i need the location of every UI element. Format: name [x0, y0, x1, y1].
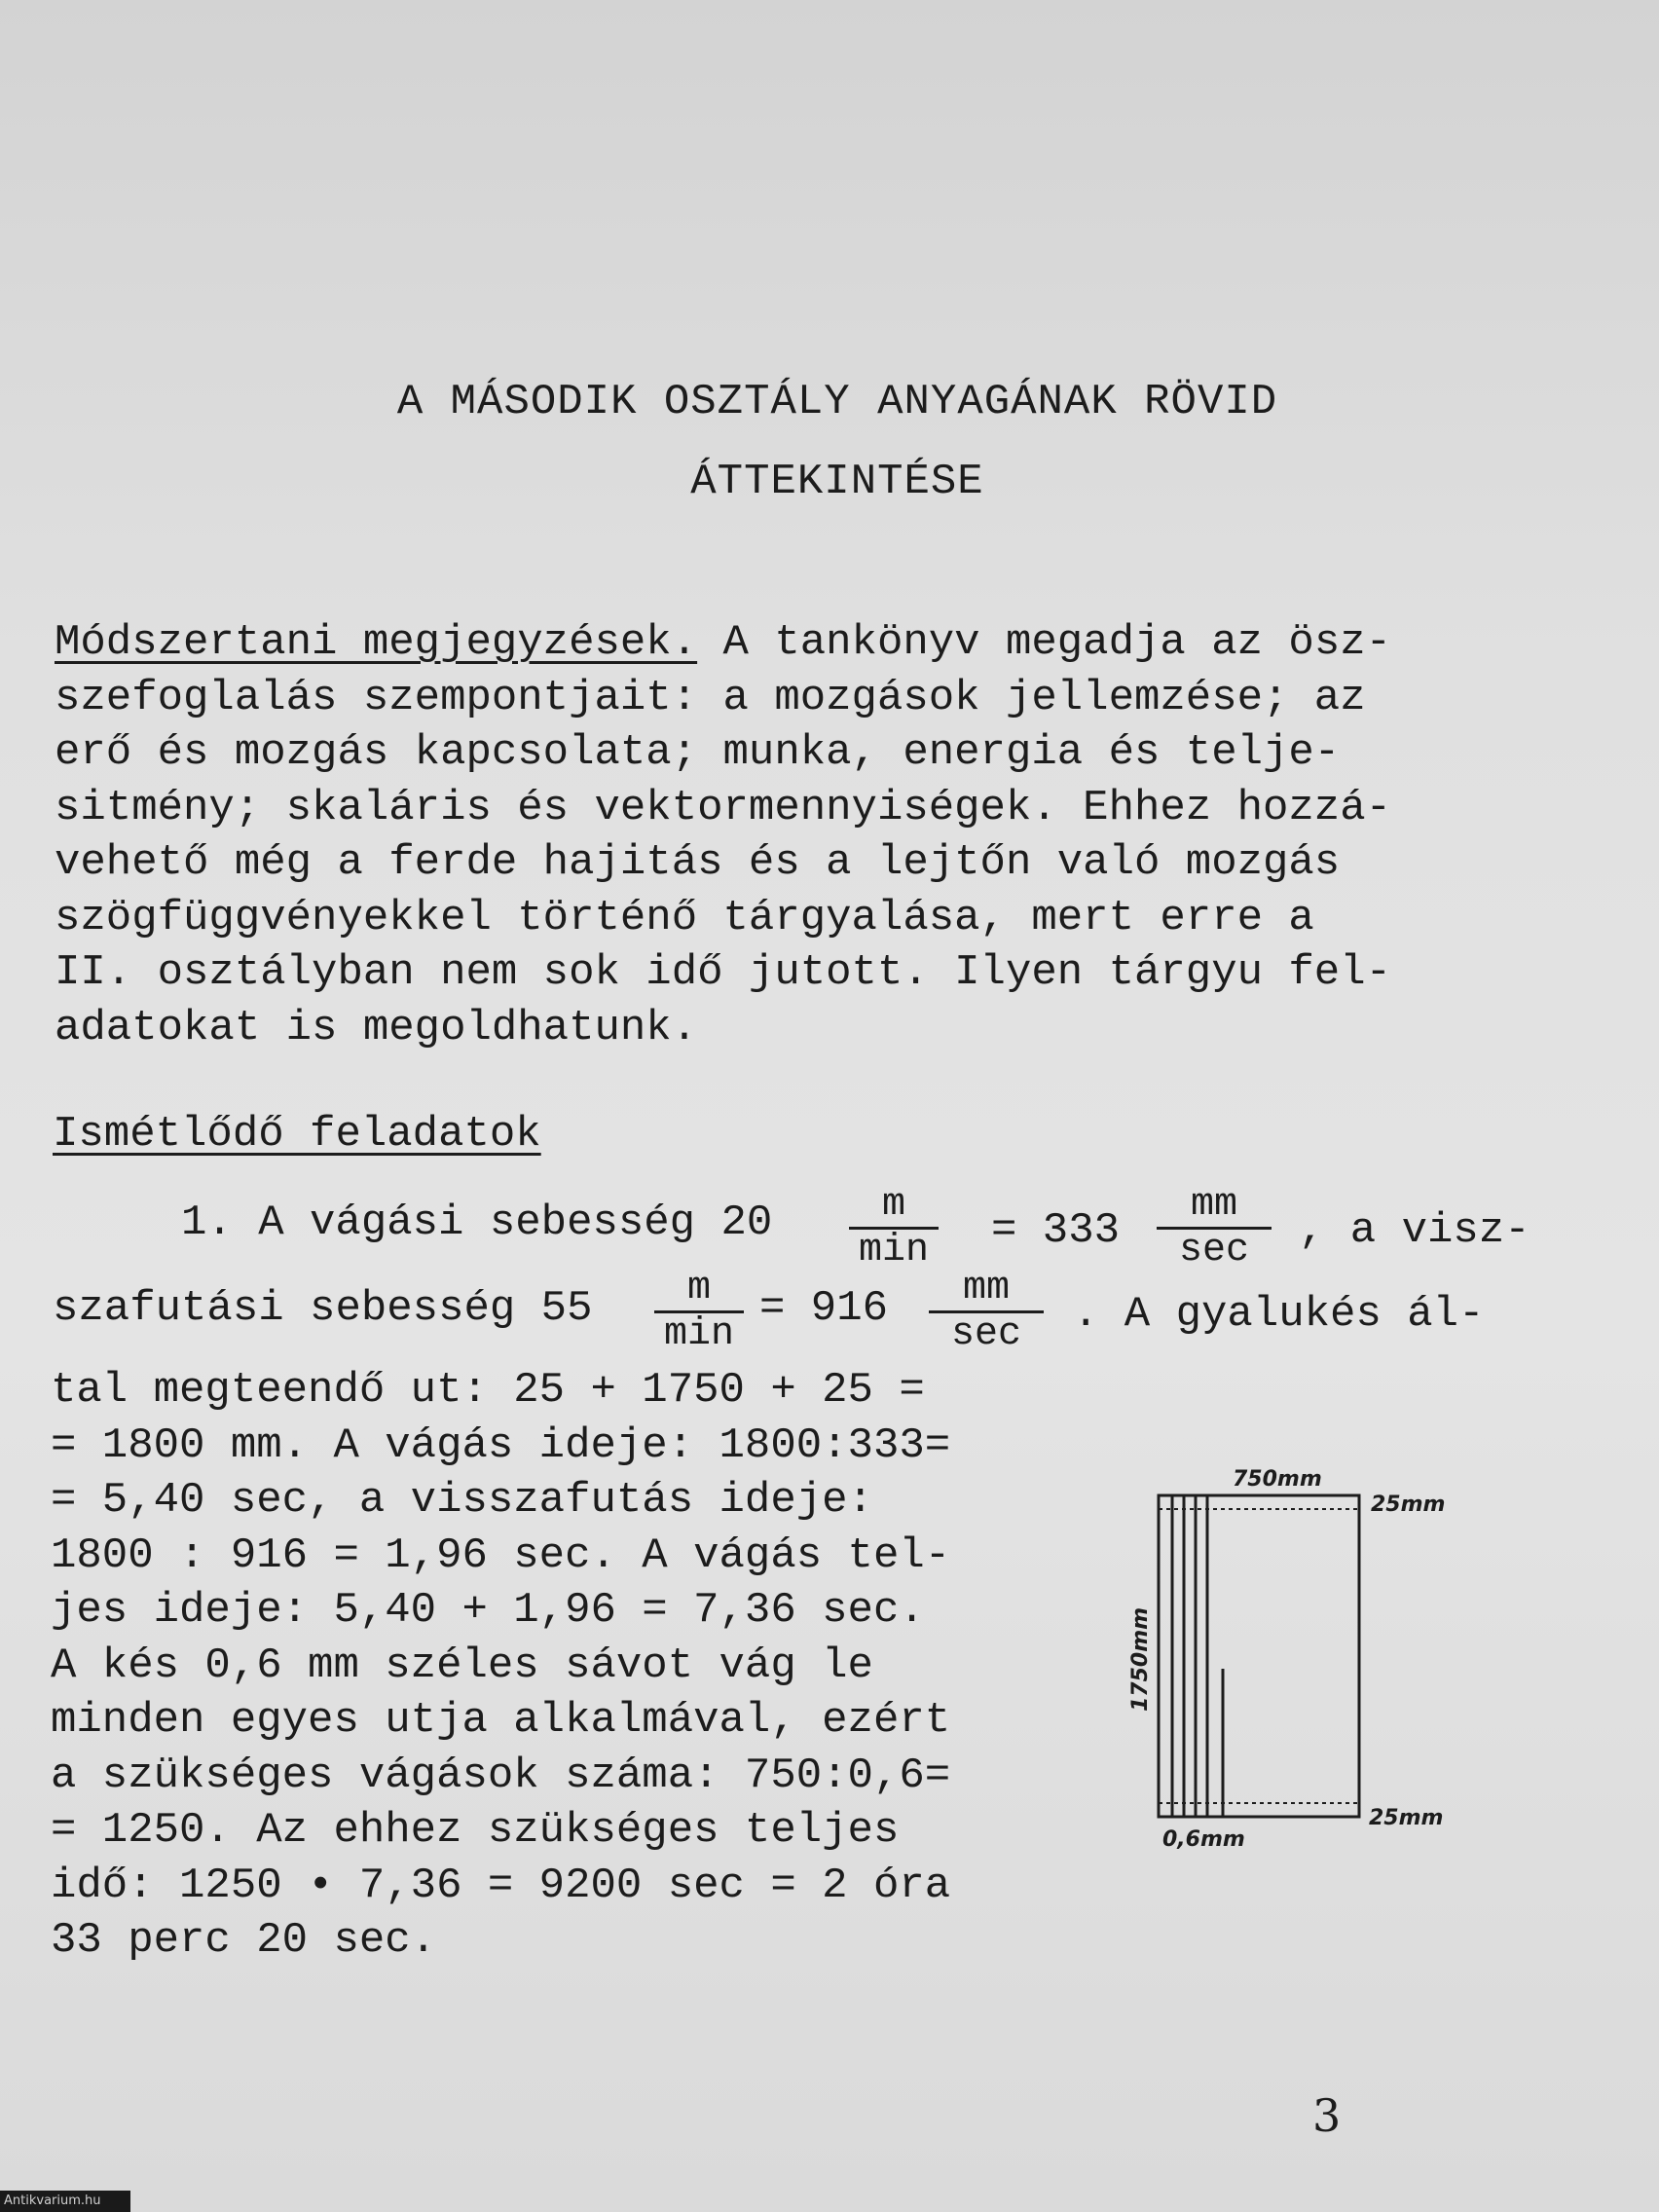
cut-width-label: 0,6mm — [1162, 1827, 1245, 1852]
task-body-line: 1800 : 916 = 1,96 sec. A vágás tel- — [51, 1530, 951, 1580]
task-line-2b: = 916 — [759, 1284, 889, 1333]
section-heading: Ismétlődő feladatok — [53, 1110, 541, 1159]
watermark: Antikvarium.hu — [0, 2191, 130, 2212]
task-line-1a: 1. A vágási sebesség 20 — [181, 1198, 773, 1247]
fraction-mm-per-sec — [929, 1268, 1044, 1356]
planing-diagram — [1100, 1451, 1470, 1860]
height-label: 1750mm — [1128, 1606, 1153, 1712]
task-body-line: idő: 1250 • 7,36 = 9200 sec = 2 óra — [51, 1861, 951, 1910]
fraction-m-per-min — [654, 1268, 744, 1356]
page-title-line-1: A MÁSODIK OSZTÁLY ANYAGÁNAK RÖVID — [396, 378, 1278, 426]
task-body-line: = 5,40 sec, a visszafutás ideje: — [51, 1476, 873, 1525]
intro-line: adatokat is megoldhatunk. — [55, 1003, 698, 1052]
intro-line: sitmény; skaláris és vektormennyiségek. Ehhez hozzá- — [55, 783, 1392, 832]
intro-line: erő és mozgás kapcsolata; munka, energia és telje- — [55, 728, 1341, 777]
fraction-denominator: sec — [1178, 1229, 1249, 1272]
task-body-line: minden egyes utja alkalmával, ezért — [51, 1696, 951, 1745]
fraction-numerator: mm — [1157, 1184, 1272, 1230]
task-line-2a: szafutási sebesség 55 — [53, 1284, 593, 1333]
task-body-line: 33 perc 20 sec. — [51, 1916, 437, 1965]
fraction-denominator: min — [663, 1312, 734, 1356]
task-body-line: = 1800 mm. A vágás ideje: 1800:333= — [51, 1420, 951, 1470]
fraction-denominator: min — [858, 1229, 929, 1272]
fraction-numerator: m — [654, 1268, 744, 1313]
intro-heading: Módszertani megjegyzések. — [55, 618, 698, 667]
intro-line: szögfüggvényekkel történő tárgyalása, mert erre a — [55, 893, 1314, 942]
fraction-denominator: sec — [950, 1312, 1021, 1356]
top-margin-label: 25mm — [1371, 1493, 1446, 1517]
task-body-line: a szükséges vágások száma: 750:0,6= — [51, 1751, 951, 1800]
task-line-2c: . A gyalukés ál- — [1073, 1290, 1485, 1339]
fraction-mm-per-sec — [1157, 1184, 1272, 1272]
intro-line-1: A tankönyv megadja az ösz- — [697, 618, 1392, 667]
plate-outline — [1159, 1495, 1359, 1817]
task-line-1b: = 333 — [991, 1206, 1121, 1255]
fraction-m-per-min — [849, 1184, 939, 1272]
task-body-line: = 1250. Az ehhez szükséges teljes — [51, 1806, 900, 1855]
page-title-line-2: ÁTTEKINTÉSE — [690, 458, 984, 506]
task-body-line: A kés 0,6 mm széles sávot vág le — [51, 1641, 873, 1690]
intro-paragraph — [55, 615, 1515, 1055]
fraction-numerator: m — [849, 1184, 939, 1230]
task-body — [51, 1363, 950, 1969]
width-label: 750mm — [1233, 1467, 1322, 1492]
intro-line: II. osztályban nem sok idő jutott. Ilyen tárgyu fel- — [55, 948, 1392, 997]
task-body-line: tal megteendő ut: 25 + 1750 + 25 = — [51, 1366, 925, 1415]
bottom-margin-label: 25mm — [1369, 1806, 1444, 1830]
task-body-line: jes ideje: 5,40 + 1,96 = 7,36 sec. — [51, 1586, 925, 1635]
page-number: 3 — [1312, 2089, 1342, 2142]
task-line-1c: , a visz- — [1299, 1206, 1530, 1255]
intro-line: vehető még a ferde hajitás és a lejtőn való mozgás — [55, 838, 1341, 887]
fraction-numerator: mm — [929, 1268, 1044, 1313]
intro-line: szefoglalás szempontjait: a mozgások jellemzése; az — [55, 673, 1366, 722]
